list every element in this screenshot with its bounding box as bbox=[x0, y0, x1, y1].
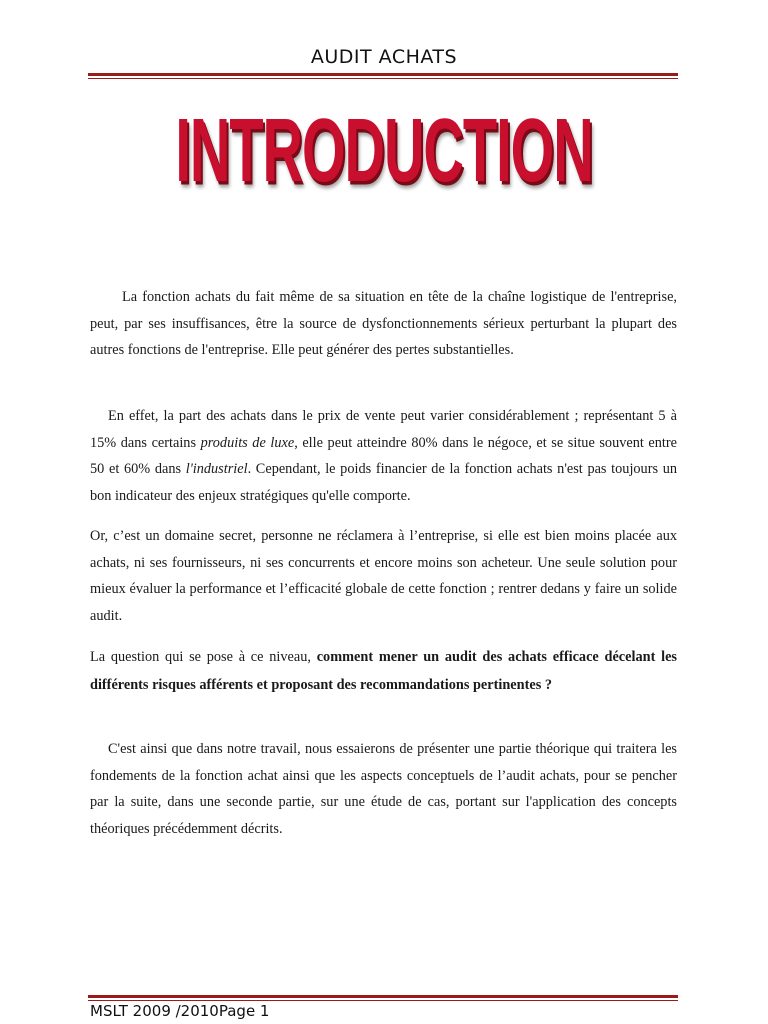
paragraph-1: La fonction achats du fait même de sa situation en tête de la chaîne logistique de l'entreprise, peut, par ses insuffisances, être la source de dysfonctionnements sérieux perturbant la plupart des autres fonctions de l'entreprise. Elle peut générer des pertes substantielles. bbox=[90, 289, 677, 358]
introduction-heading: INTRODUCTION bbox=[175, 99, 593, 201]
paragraph-3: Or, c’est un domaine secret, personne ne réclamera à l’entreprise, si elle est bien moins placée aux achats, ni ses fournisseurs, ni ses concurrents et encore moins son acheteur. Une seule solution pour mieux évaluer la performance et l’efficacité globale de cette fonction ; rentrer dedans y faire un solide audit. bbox=[90, 528, 677, 624]
emphasis-industriel: l'industriel bbox=[185, 461, 248, 477]
paragraph-4: La question qui se pose à ce niveau, comment mener un audit des achats efficace décelant les différents risques afférents et proposant des recommandations pertinentes ? bbox=[90, 649, 677, 693]
page-footer: MSLT 2009 /2010Page 1 bbox=[90, 1002, 270, 1020]
emphasis-produits-de-luxe: produits de luxe bbox=[200, 434, 295, 451]
paragraph-2: En effet, la part des achats dans le prix de vente peut varier considérablement ; représentant 5 à 15% dans certains produits de luxe, elle peut atteindre 80% dans le négoce, et se situe souvent entre 50 et 60% dans l'industriel. Cependant, le poids financier de la fonction achats n'est pas toujours un bon indicateur des enjeux stratégiques qu'elle comporte. bbox=[90, 408, 678, 504]
footer-rule bbox=[88, 995, 678, 1001]
research-question: comment mener un audit des achats efficace décelant les différents risques afférents et proposant des recommandations pertinentes ? bbox=[90, 649, 677, 693]
document-header-title: AUDIT ACHATS bbox=[310, 46, 458, 68]
header-rule bbox=[88, 73, 678, 79]
paragraph-5: C'est ainsi que dans notre travail, nous essaierons de présenter une partie théorique qui traitera les fondements de la fonction achat ainsi que les aspects conceptuels de l’audit achats, pour se pencher par la suite, dans une seconde partie, sur une étude de cas, portant sur l'application des concepts théoriques précédemment décrits. bbox=[90, 741, 677, 837]
